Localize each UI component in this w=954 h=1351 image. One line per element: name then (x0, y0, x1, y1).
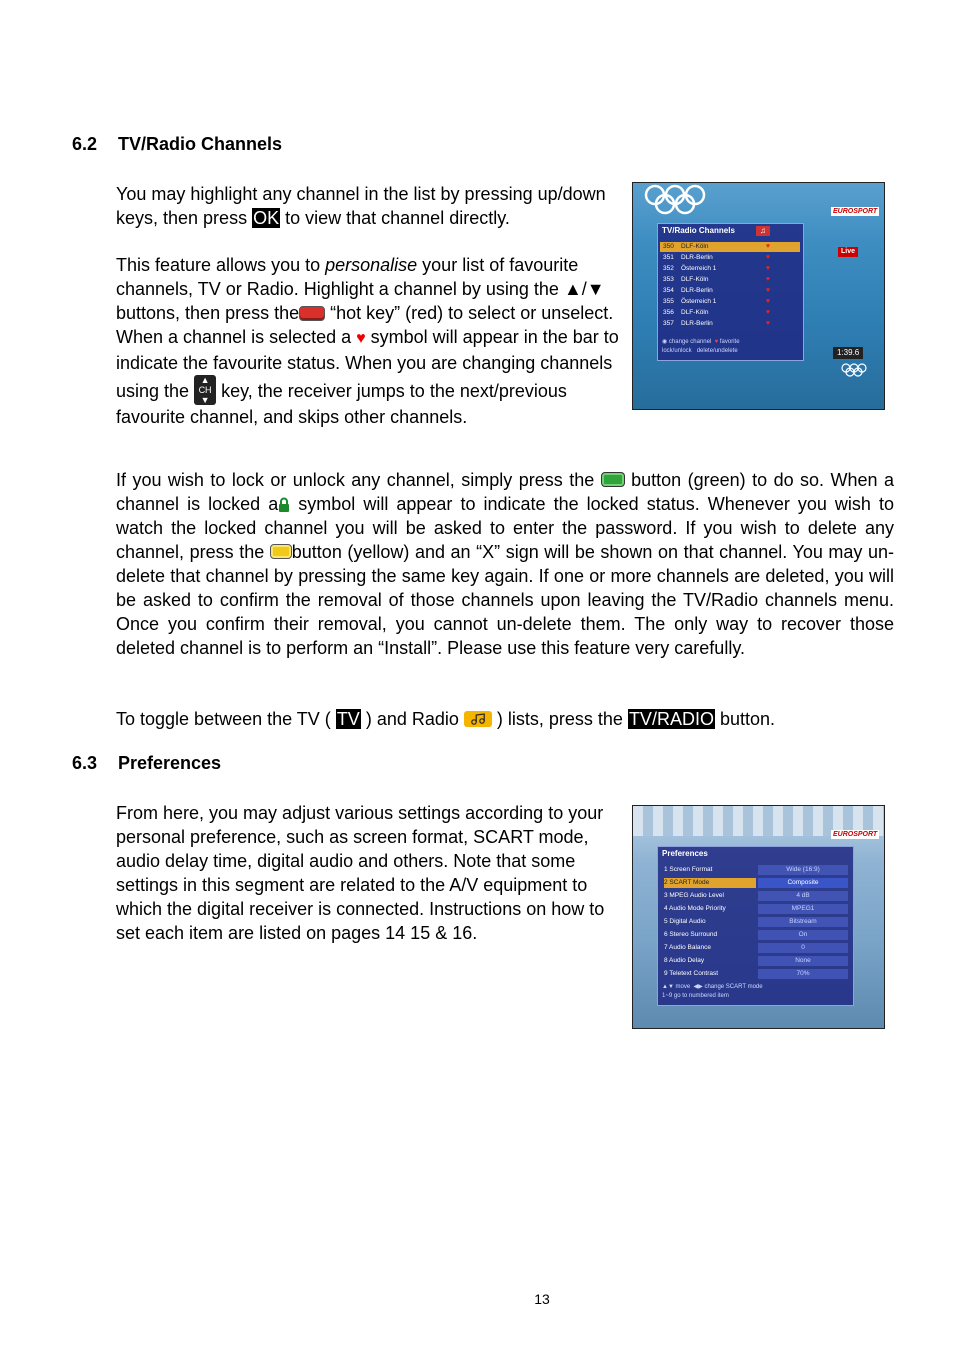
section-title: Preferences (118, 753, 222, 773)
text: ) lists, press the (491, 709, 628, 729)
help-line-1: ▲▼ move ◀▶ change SCART mode (662, 984, 763, 990)
text: to view that channel directly. (280, 208, 510, 228)
olympic-rings-icon (633, 183, 743, 215)
heart-icon: ♥ (765, 287, 770, 294)
pref-item[interactable]: 4 Audio Mode Priority (664, 905, 726, 912)
pref-value[interactable]: 4 dB (758, 891, 848, 901)
section-number: 6.3 (72, 753, 98, 773)
channel-menu-panel (657, 223, 804, 361)
pref-item[interactable]: 5 Digital Audio (664, 918, 706, 925)
help-line-2: lock/unlock delete/undelete (662, 348, 738, 354)
radio-icon (464, 711, 492, 727)
list-item[interactable]: 352 Österreich 1 ♥ (663, 265, 770, 272)
heart-icon: ♥ (765, 276, 770, 283)
ch-key-label: CH (198, 385, 212, 395)
section-heading-6-3 (72, 751, 221, 775)
list-item[interactable]: 354 DLR-Berlin ♥ (663, 287, 770, 294)
text: button (yellow) and an “X” sign will be shown on that channel. You may un-delete that channel by pressing the same key again. If one or more channels are deleted, you will be asked to confirm the removal of those channels upon leaving the TV/Radio channels menu. Once you confirm their removal, you cannot un-delete them. The only way to recover those deleted channel is to perform an “Install”. Please use this feature very carefully. (116, 542, 894, 658)
text: “hot key” (red) to select or unselect. When a channel is selected a (116, 303, 614, 347)
heart-icon: ♥ (765, 265, 770, 272)
text: key, the receiver jumps to the next/previous favourite channel, and skips other channels. (116, 381, 567, 427)
race-timer: 1:39.6 (833, 347, 863, 359)
channel-logo: EUROSPORT (833, 831, 878, 838)
text: ) and Radio (360, 709, 464, 729)
pref-item[interactable]: 6 Stereo Surround (664, 931, 718, 938)
emphasis: personalise (325, 255, 418, 275)
text: your list of favourite channels, TV or Radio. Highlight a channel by using the (116, 255, 579, 299)
yellow-button-icon (270, 544, 292, 559)
page-number: 13 (534, 1291, 550, 1307)
pref-item[interactable]: 7 Audio Balance (664, 944, 711, 951)
tv-radio-channels-screenshot (632, 182, 885, 410)
paragraph-preferences: From here, you may adjust various settings according to your personal preference, such as screen format, SCART mode, audio delay time, digital audio and others. Note that some settings in this segment are related to the A/V equipment to which the digital receiver is connected. Instructions on how to set each item are listed on pages 14 15 & 16. (116, 803, 605, 943)
text: To toggle between the TV ( (116, 709, 336, 729)
olympic-rings-small-icon (839, 363, 869, 377)
text: button. (714, 709, 775, 729)
heart-icon: ♥ (765, 309, 770, 316)
text: buttons, then press the (116, 303, 300, 323)
heart-icon: ♥ (765, 254, 770, 261)
pref-item[interactable]: 2 SCART Mode (664, 878, 756, 888)
menu-title: TV/Radio Channels (662, 226, 735, 235)
pref-value[interactable]: Composite (758, 878, 848, 888)
list-item[interactable]: 356 DLF-Köln ♥ (663, 309, 770, 316)
pref-value[interactable]: MPEG1 (758, 904, 848, 914)
preferences-menu-panel (657, 846, 854, 1006)
list-item[interactable]: 357 DLR-Berlin ♥ (663, 320, 770, 327)
pref-value[interactable]: On (758, 930, 848, 940)
lock-icon (278, 497, 290, 512)
preferences-screenshot (632, 805, 885, 1029)
pref-value[interactable]: 70% (758, 969, 848, 979)
channel-logo: EUROSPORT (833, 208, 878, 215)
pref-value[interactable]: Bitstream (758, 917, 848, 927)
list-item[interactable]: 353 DLF-Köln ♥ (663, 276, 770, 283)
pref-item[interactable]: 9 Teletext Contrast (664, 970, 719, 977)
paragraph-lock-delete (116, 468, 894, 660)
pref-value[interactable]: Wide (16:9) (758, 865, 848, 875)
paragraph-favourites (116, 253, 624, 429)
help-line-1: ◉ change channel ♥ favorite (662, 339, 740, 345)
pref-item[interactable]: 8 Audio Delay (664, 957, 705, 964)
list-item[interactable]: 355 Österreich 1 ♥ (663, 298, 770, 305)
pref-value[interactable]: None (758, 956, 848, 966)
text: symbol will appear in the bar to indicate the favourite status. When you are changing channels using the (116, 327, 619, 401)
red-button-icon (299, 306, 325, 321)
pref-value[interactable]: 0 (758, 943, 848, 953)
text: This feature allows you to (116, 255, 326, 275)
text: If you wish to lock or unlock any channel, simply press the (116, 470, 601, 490)
section-number: 6.2 (72, 134, 98, 154)
live-badge: Live (838, 247, 858, 257)
text: symbol will appear to indicate the locked status. Whenever you wish to watch the locked channel you will be asked to enter the password. If you wish to delete any channel, press the (116, 494, 894, 562)
list-item[interactable]: 351 DLR-Berlin ♥ (663, 254, 770, 261)
heart-icon: ♥ (765, 243, 770, 250)
text: button (green) to do so. When a channel is locked a (116, 470, 895, 514)
list-item[interactable]: 350 DLF-Köln ♥ (660, 242, 800, 252)
music-note-icon: ♫ (756, 226, 770, 236)
help-line-2: 1~9 go to numbered item (662, 993, 729, 999)
heart-icon: ♥ (765, 320, 770, 327)
tv-radio-key-label: TV/RADIO (628, 709, 714, 729)
section-heading-6-2 (72, 132, 282, 156)
ok-key-label: OK (253, 208, 280, 228)
channel-key-icon: ▲ CH ▼ (194, 375, 216, 405)
heart-icon: ♥ (765, 298, 770, 305)
tv-key-label: TV (336, 709, 360, 729)
section-title: TV/Radio Channels (118, 134, 283, 154)
menu-title: Preferences (662, 849, 708, 858)
paragraph-toggle (116, 707, 894, 731)
pref-item[interactable]: 3 MPEG Audio Level (664, 892, 724, 899)
heart-icon: ♥ (356, 330, 366, 347)
text: You may highlight any channel in the list by pressing up/down keys, then press (116, 184, 606, 228)
paragraph-highlight (116, 182, 621, 230)
pref-item[interactable]: 1 Screen Format (664, 866, 713, 873)
green-button-icon (601, 472, 625, 487)
up-down-arrows-icon: ▲/▼ (563, 279, 605, 299)
